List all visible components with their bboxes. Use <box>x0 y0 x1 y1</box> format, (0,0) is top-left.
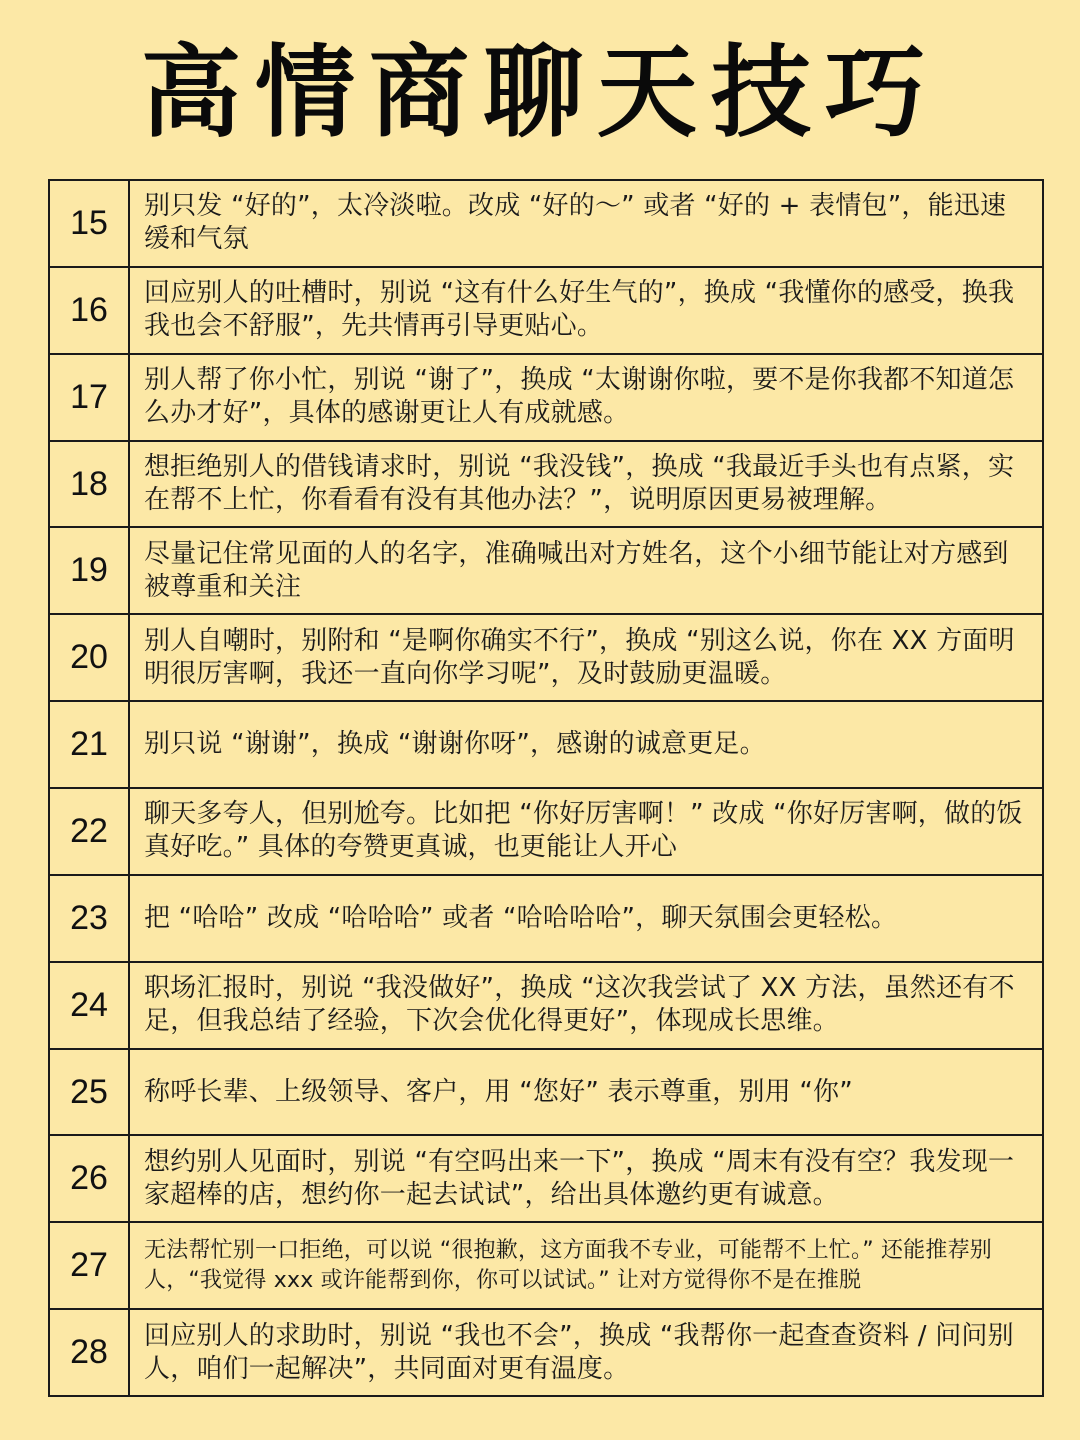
tip-number: 27 <box>50 1223 130 1308</box>
tip-row <box>50 876 1042 963</box>
page-title: 高情商聊天技巧 <box>141 34 939 151</box>
tip-text: 回应别人的求助时，别说 “我也不会”，换成 “我帮你一起查查资料 / 问问别人，咱们一起解决”，共同面对更有温度。 <box>144 1320 1014 1384</box>
tip-row <box>50 1050 1042 1137</box>
tip-number: 23 <box>50 876 130 961</box>
tip-text: 尽量记住常见面的人的名字，准确喊出对方姓名，这个小细节能让对方感到被尊重和关注 <box>144 538 1009 602</box>
tip-text: 别只说 “谢谢”，换成 “谢谢你呀”，感谢的诚意更足。 <box>144 729 766 760</box>
tip-row <box>50 702 1042 789</box>
tip-text: 想拒绝别人的借钱请求时，别说 “我没钱”，换成 “我最近手头也有点紧，实在帮不上忙，你看看有没有其他办法？”，说明原因更易被理解。 <box>144 452 1015 515</box>
tip-text: 聊天多夸人，但别尬夸。比如把 “你好厉害啊！” 改成 “你好厉害啊，做的饭真好吃。” 具体的夸赞更真诚，也更能让人开心 <box>144 799 1023 863</box>
tip-row <box>50 789 1042 876</box>
tip-number: 24 <box>50 963 130 1048</box>
tip-text: 称呼长辈、上级领导、客户，用 “您好” 表示尊重，别用 “你” <box>144 1076 853 1107</box>
tip-text: 无法帮忙别一口拒绝，可以说 “很抱歉，这方面我不专业，可能帮不上忙。” 还能推荐别人，“我觉得 xxx 或许能帮到你，你可以试试。” 让对方觉得你不是在推脱 <box>144 1237 992 1293</box>
tip-row <box>50 528 1042 615</box>
tip-text: 别人帮了你小忙，别说 “谢了”，换成 “太谢谢你啦，要不是你我都不知道怎么办才好”，具体的感谢更让人有成就感。 <box>144 365 1015 429</box>
tip-text: 回应别人的吐槽时，别说 “这有什么好生气的”，换成 “我懂你的感受，换我我也会不舒服”，先共情再引导更贴心。 <box>144 278 1015 342</box>
tip-row <box>50 1136 1042 1223</box>
tip-number: 26 <box>50 1136 130 1221</box>
tip-number: 15 <box>50 181 130 266</box>
tip-text: 想约别人见面时，别说 “有空吗出来一下”，换成 “周末有没有空？我发现一家超棒的店，想约你一起去试试”，给出具体邀约更有诚意。 <box>144 1146 1015 1210</box>
tip-number: 25 <box>50 1050 130 1135</box>
tip-row <box>50 1310 1042 1395</box>
tip-number: 16 <box>50 268 130 353</box>
tip-text: 别只发 “好的”，太冷淡啦。改成 “好的～” 或者 “好的 + 表情包”，能迅速缓和气氛 <box>144 191 1007 255</box>
tip-text: 职场汇报时，别说 “我没做好”，换成 “这次我尝试了 XX 方法，虽然还有不足，但我总结了经验，下次会优化得更好”，体现成长思维。 <box>144 973 1015 1037</box>
tip-text: 别人自嘲时，别附和 “是啊你确实不行”，换成 “别这么说，你在 XX 方面明明很厉害啊，我还一直向你学习呢”，及时鼓励更温暖。 <box>144 625 1015 689</box>
tip-text: 把 “哈哈” 改成 “哈哈哈” 或者 “哈哈哈哈”，聊天氛围会更轻松。 <box>144 902 898 933</box>
tip-row <box>50 1223 1042 1310</box>
tip-row <box>50 268 1042 355</box>
tip-number: 28 <box>50 1310 130 1395</box>
tip-row <box>50 615 1042 702</box>
tip-number: 21 <box>50 702 130 787</box>
tip-number: 17 <box>50 355 130 440</box>
tip-row <box>50 355 1042 442</box>
tip-number: 22 <box>50 789 130 874</box>
tip-row <box>50 442 1042 529</box>
tip-number: 20 <box>50 615 130 700</box>
tips-table <box>48 179 1044 1397</box>
tip-number: 18 <box>50 442 130 527</box>
tip-number: 19 <box>50 528 130 613</box>
tip-row <box>50 181 1042 268</box>
tip-row <box>50 963 1042 1050</box>
